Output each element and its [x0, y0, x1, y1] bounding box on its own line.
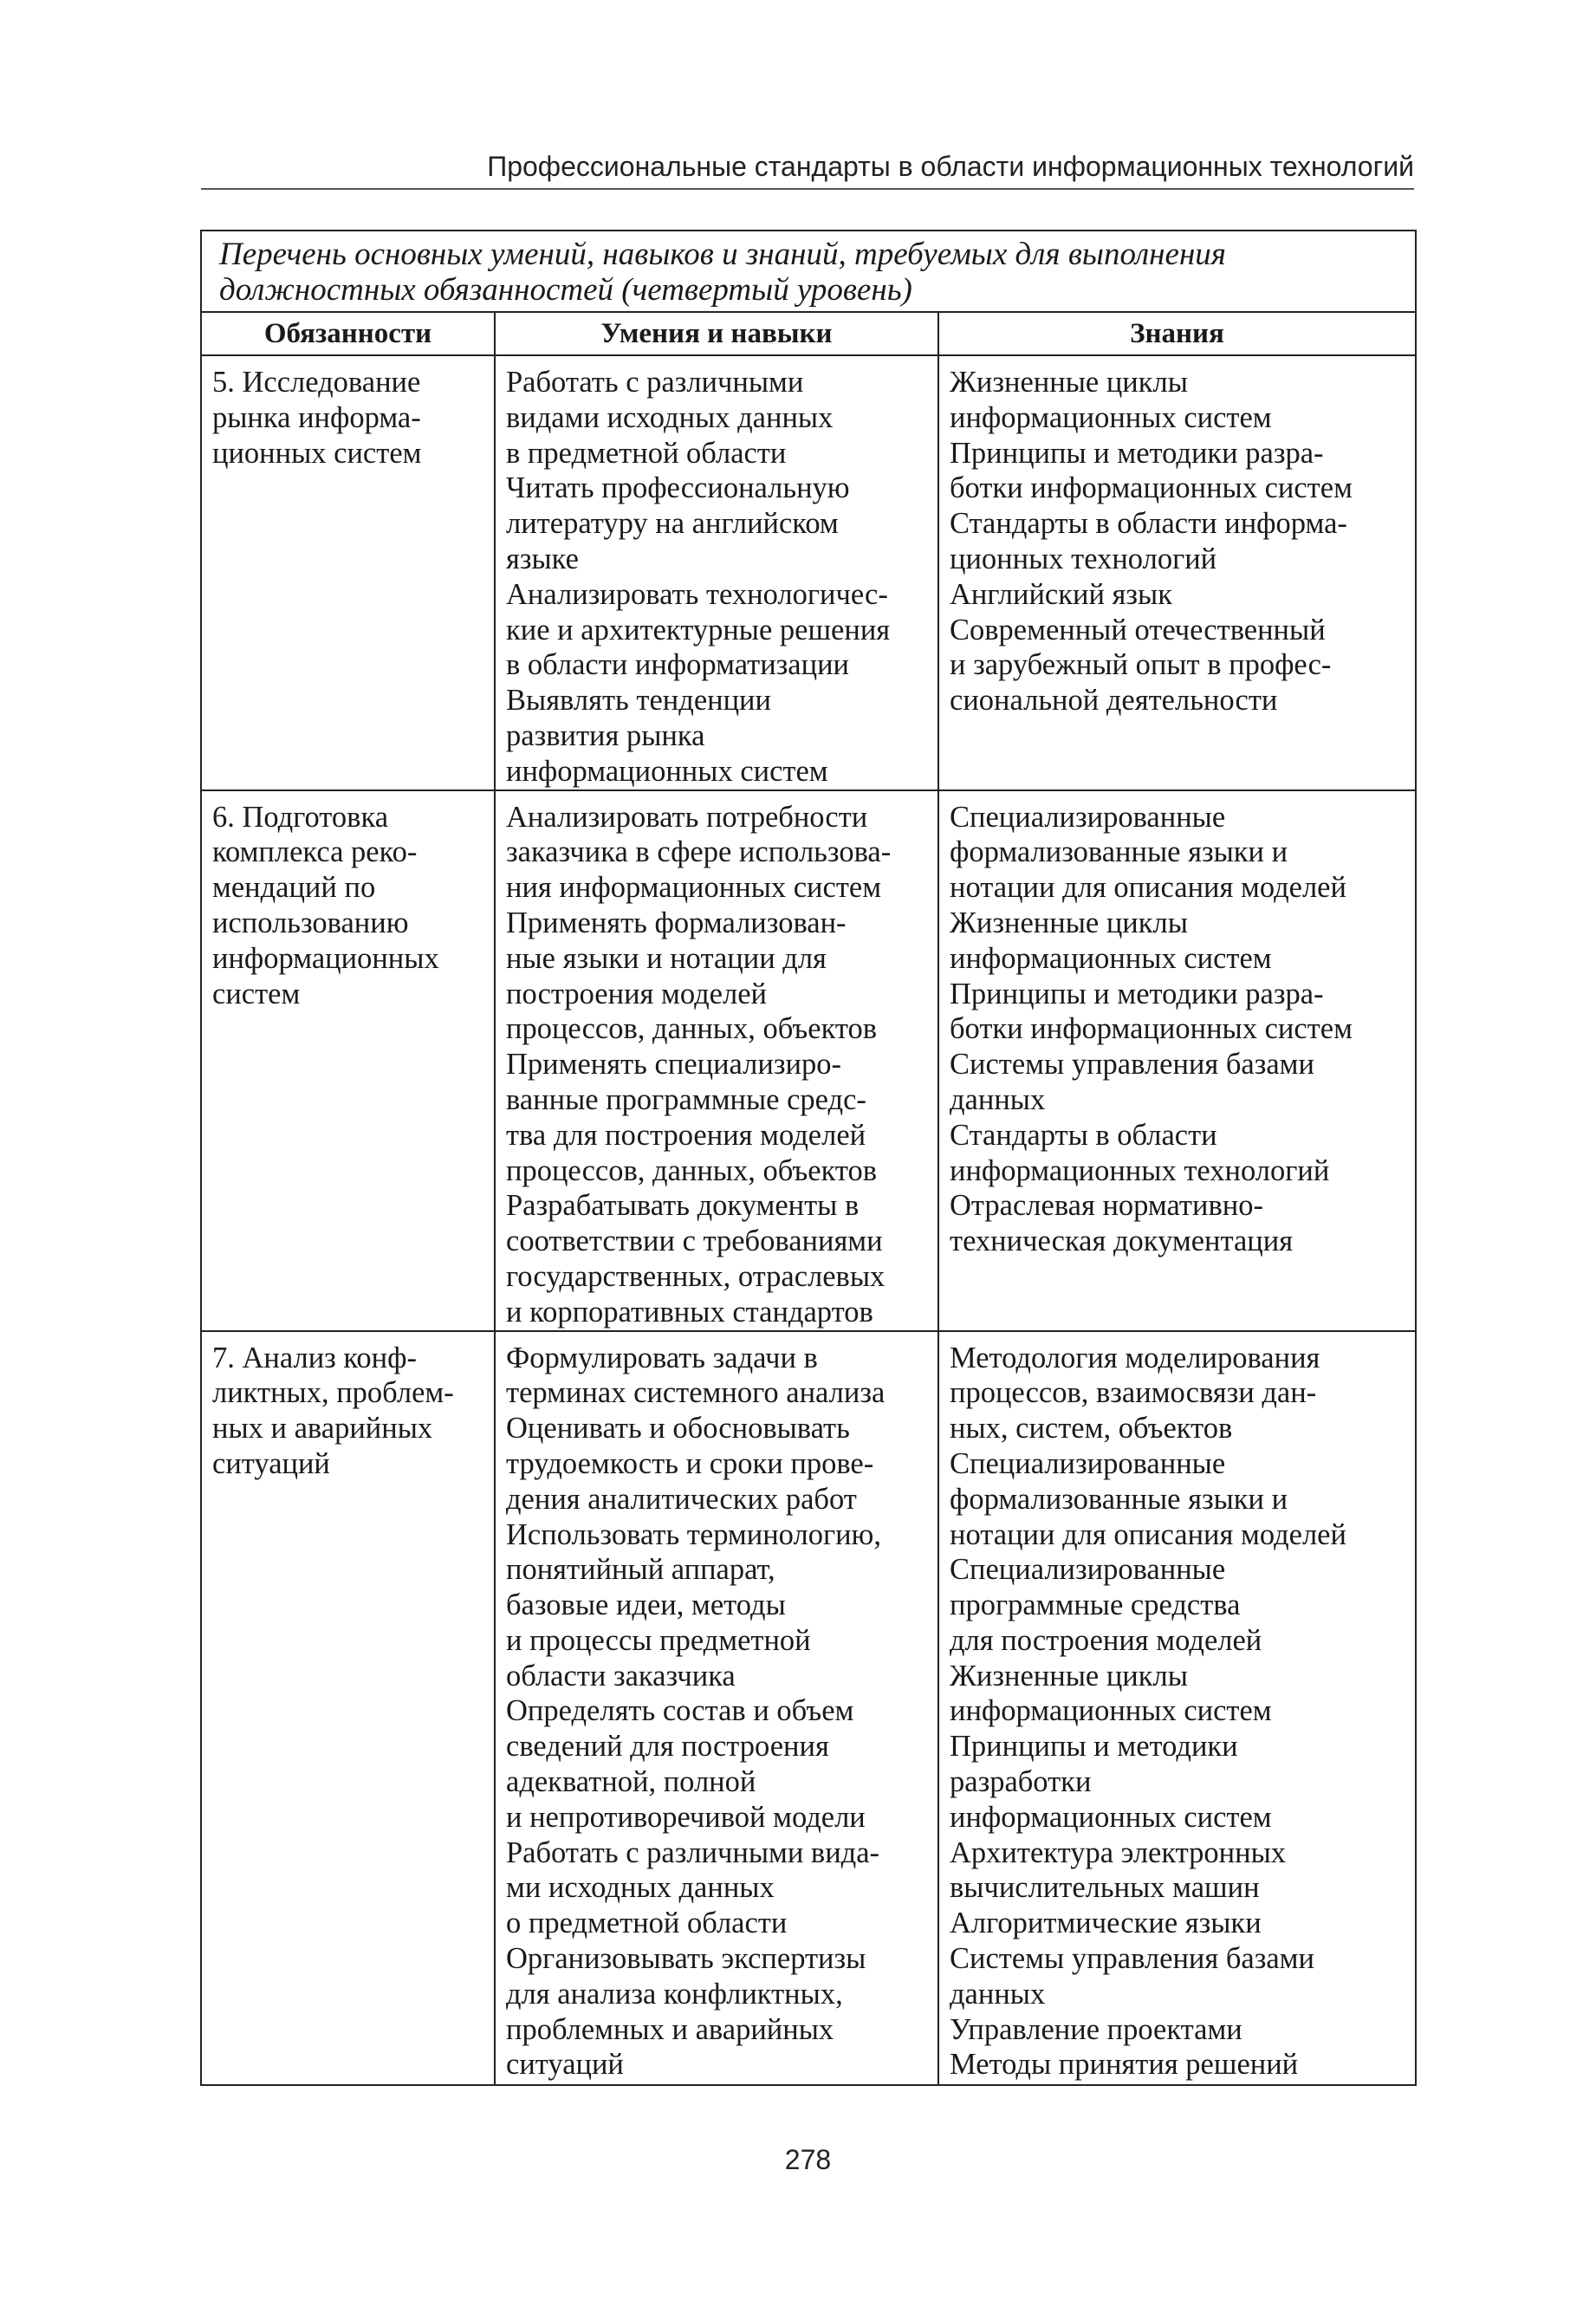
- cell-line: области заказчика: [506, 1659, 736, 1693]
- cell-line: кие и архитектурные решения: [506, 613, 891, 646]
- knowledge-cell: [938, 1331, 1416, 2085]
- table-row: [201, 355, 1416, 790]
- cell-line: нотации для описания моделей: [950, 871, 1346, 905]
- cell-line: Архитектура электронных: [950, 1835, 1287, 1869]
- cell-line: адекватной, полной: [506, 1765, 756, 1799]
- cell-line: и корпоративных стандартов: [506, 1295, 873, 1329]
- cell-line: Современный отечественный: [950, 613, 1326, 646]
- table-caption: [201, 231, 1416, 312]
- cell-line: Принципы и методики: [950, 1730, 1238, 1764]
- cell-line: в области информатизации: [506, 648, 850, 682]
- cell-line: Специализированные: [950, 800, 1226, 834]
- cell-line: дения аналитических работ: [506, 1482, 857, 1516]
- cell-line: процессов, данных, объектов: [506, 1153, 878, 1187]
- duty-cell: [201, 1331, 495, 2085]
- cell-line: ликтных, проблем-: [212, 1376, 454, 1410]
- cell-line: информационных систем: [950, 941, 1272, 975]
- caption-row: [201, 231, 1416, 312]
- cell-line: Жизненные циклы: [950, 1659, 1188, 1693]
- duty-cell: [201, 355, 495, 790]
- cell-line: ботки информационных систем: [950, 1012, 1353, 1046]
- cell-line: Разрабатывать документы в: [506, 1189, 860, 1223]
- column-header-row: [201, 312, 1416, 355]
- cell-line: терминах системного анализа: [506, 1376, 886, 1410]
- cell-line: информационных систем: [950, 1694, 1272, 1728]
- cell-line: государственных, отраслевых: [506, 1259, 886, 1293]
- cell-line: сиональной деятельности: [950, 684, 1278, 718]
- cell-line: информационных: [212, 941, 439, 975]
- cell-line: о предметной области: [506, 1907, 788, 1940]
- cell-line: построения моделей: [506, 977, 767, 1010]
- cell-line: ситуаций: [506, 2048, 624, 2082]
- duty-cell: [201, 790, 495, 1331]
- cell-line: Анализировать потребности: [506, 800, 868, 834]
- cell-line: формализованные языки и: [950, 1482, 1288, 1516]
- cell-line: Методы принятия решений: [950, 2048, 1299, 2082]
- cell-line: Системы управления базами: [950, 1048, 1314, 1082]
- cell-line: Формулировать задачи в: [506, 1341, 818, 1374]
- cell-line: 7. Анализ конф-: [212, 1341, 417, 1374]
- cell-line: ния информационных систем: [506, 871, 882, 905]
- cell-line: использованию: [212, 906, 409, 939]
- cell-line: Анализировать технологичес-: [506, 577, 888, 611]
- cell-line: ситуаций: [212, 1446, 330, 1480]
- cell-line: Стандарты в области: [950, 1118, 1217, 1152]
- cell-line: Работать с различными вида-: [506, 1835, 880, 1869]
- cell-line: рынка информа-: [212, 400, 421, 434]
- cell-line: техническая документация: [950, 1225, 1294, 1258]
- column-header-skills: Умения и навыки: [495, 312, 938, 355]
- cell-line: Оценивать и обосновывать: [506, 1412, 850, 1446]
- cell-line: разработки: [950, 1765, 1092, 1799]
- skills-cell: [495, 355, 938, 790]
- cell-line: Работать с различными: [506, 366, 804, 399]
- cell-line: процессов, взаимосвязи дан-: [950, 1376, 1317, 1410]
- cell-line: для построения моделей: [950, 1623, 1262, 1657]
- cell-line: литературу на английском: [506, 507, 839, 541]
- cell-line: базовые идеи, методы: [506, 1589, 786, 1622]
- cell-line: ные языки и нотации для: [506, 941, 827, 975]
- table-body: [201, 355, 1416, 2085]
- cell-line: Отраслевая нормативно-: [950, 1189, 1263, 1223]
- cell-line: ботки информационных систем: [950, 471, 1353, 505]
- cell-line: трудоемкость и сроки прове-: [506, 1446, 874, 1480]
- cell-line: информационных систем: [950, 400, 1272, 434]
- cell-line: проблемных и аварийных: [506, 2012, 834, 2046]
- cell-line: информационных систем: [506, 754, 828, 788]
- knowledge-cell: [938, 790, 1416, 1331]
- cell-line: ционных систем: [212, 436, 422, 470]
- cell-line: Жизненные циклы: [950, 906, 1188, 939]
- cell-line: нотации для описания моделей: [950, 1517, 1346, 1551]
- cell-line: языке: [506, 542, 579, 575]
- cell-line: 6. Подготовка: [212, 800, 389, 834]
- cell-line: в предметной области: [506, 436, 787, 470]
- cell-line: Принципы и методики разра-: [950, 436, 1324, 470]
- skills-cell: [495, 1331, 938, 2085]
- cell-line: и процессы предметной: [506, 1623, 811, 1657]
- cell-line: 5. Исследование: [212, 366, 421, 399]
- cell-line: Принципы и методики разра-: [950, 977, 1324, 1010]
- skills-cell: [495, 790, 938, 1331]
- cell-line: Выявлять тенденции: [506, 684, 771, 718]
- cell-line: Применять специализиро-: [506, 1048, 841, 1082]
- cell-line: заказчика в сфере использова-: [506, 835, 892, 869]
- cell-line: Алгоритмические языки: [950, 1907, 1262, 1940]
- knowledge-cell: [938, 355, 1416, 790]
- header-rule: [201, 188, 1414, 190]
- table-row: [201, 790, 1416, 1331]
- cell-line: программные средства: [950, 1589, 1241, 1622]
- cell-line: Применять формализован-: [506, 906, 847, 939]
- table-row: [201, 1331, 1416, 2085]
- cell-line: комплекса реко-: [212, 835, 418, 869]
- cell-line: данных: [950, 1977, 1046, 2011]
- cell-line: процессов, данных, объектов: [506, 1012, 878, 1046]
- cell-line: Жизненные циклы: [950, 366, 1188, 399]
- cell-line: Стандарты в области информа-: [950, 507, 1347, 541]
- cell-line: ванные программные средс-: [506, 1082, 866, 1116]
- cell-line: формализованные языки и: [950, 835, 1288, 869]
- cell-line: Специализированные: [950, 1553, 1226, 1587]
- running-header: Профессиональные стандарты в области информационных технологий: [487, 151, 1414, 182]
- cell-line: информационных технологий: [950, 1153, 1330, 1187]
- cell-line: ных, систем, объектов: [950, 1412, 1233, 1446]
- cell-line: ных и аварийных: [212, 1412, 433, 1446]
- cell-line: информационных систем: [950, 1800, 1272, 1834]
- cell-line: развития рынка: [506, 718, 705, 752]
- cell-line: Управление проектами: [950, 2012, 1242, 2046]
- cell-line: Методология моделирования: [950, 1341, 1320, 1374]
- caption-line: должностных обязанностей (четвертый уровень): [219, 272, 912, 308]
- cell-line: видами исходных данных: [506, 400, 834, 434]
- cell-line: Использовать терминологию,: [506, 1517, 881, 1551]
- cell-line: тва для построения моделей: [506, 1118, 866, 1152]
- cell-line: и непротиворечивой модели: [506, 1800, 866, 1834]
- cell-line: вычислительных машин: [950, 1871, 1260, 1905]
- cell-line: Английский язык: [950, 577, 1172, 611]
- cell-line: ционных технологий: [950, 542, 1217, 575]
- cell-line: для анализа конфликтных,: [506, 1977, 843, 2011]
- cell-line: данных: [950, 1082, 1046, 1116]
- cell-line: соответствии с требованиями: [506, 1225, 883, 1258]
- competency-table: [200, 230, 1417, 2086]
- column-header-duties: Обязанности: [201, 312, 495, 355]
- cell-line: систем: [212, 977, 301, 1010]
- cell-line: Читать профессиональную: [506, 471, 850, 505]
- cell-line: сведений для построения: [506, 1730, 829, 1764]
- cell-line: Специализированные: [950, 1446, 1226, 1480]
- caption-line: Перечень основных умений, навыков и знаний, требуемых для выполнения: [219, 237, 1226, 272]
- cell-line: Организовывать экспертизы: [506, 1942, 866, 1976]
- cell-line: мендаций по: [212, 871, 376, 905]
- cell-line: понятийный аппарат,: [506, 1553, 775, 1587]
- cell-line: ми исходных данных: [506, 1871, 775, 1905]
- cell-line: Системы управления базами: [950, 1942, 1314, 1976]
- cell-line: и зарубежный опыт в профес-: [950, 648, 1332, 682]
- cell-line: Определять состав и объем: [506, 1694, 854, 1728]
- page-number: 278: [784, 2144, 832, 2175]
- column-header-knowledge: Знания: [938, 312, 1416, 355]
